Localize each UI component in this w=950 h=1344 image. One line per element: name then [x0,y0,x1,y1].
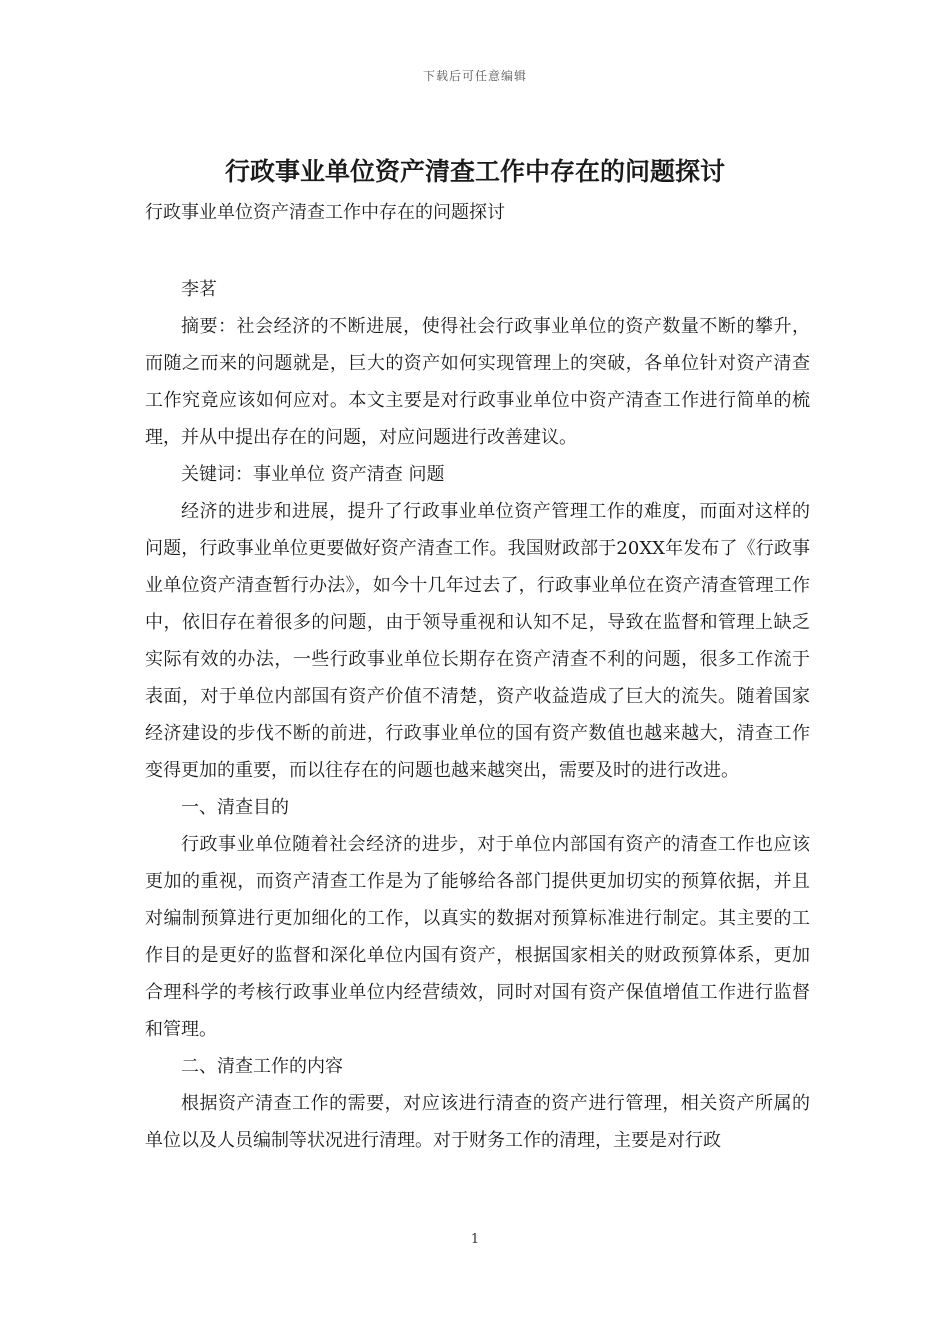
abstract-paragraph: 摘要：社会经济的不断进展，使得社会行政事业单位的资产数量不断的攀升，而随之而来的问题就是，巨大的资产如何实现管理上的突破，各单位针对资产清查工作究竟应该如何应对。本文主要是对行政事业单位中资产清查工作进行简单的梳理，并从中提出存在的问题，对应问题进行改善建议。 [145,316,810,448]
section-heading-2: 二、清查工作的内容 [181,1056,343,1077]
header-note: 下载后可任意编辑 [422,69,527,83]
page-number: 1 [470,1232,480,1247]
section-1-paragraph: 行政事业单位随着社会经济的进步，对于单位内部国有资产的清查工作也应该更加的重视，而资产清查工作是为了能够给各部门提供更加切实的预算依据，并且对编制预算进行更加细化的工作，以真实的数据对预算标准进行制定。其主要的工作目的是更好的监督和深化单位内国有资产，根据国家相关的财政预算体系，更加合理科学的考核行政事业单位内经营绩效，同时对国有资产保值增值工作进行监督和管理。 [145,834,810,1040]
section-2-paragraph: 根据资产清查工作的需要，对应该进行清查的资产进行管理，相关资产所属的单位以及人员编制等状况进行清理。对于财务工作的清理，主要是对行政 [145,1093,810,1151]
document-body [145,271,810,1159]
document-title: 行政事业单位资产清查工作中存在的问题探讨 [224,157,725,186]
document-subtitle: 行政事业单位资产清查工作中存在的问题探讨 [145,202,505,223]
author-line: 李茗 [181,279,217,300]
intro-paragraph: 经济的进步和进展，提升了行政事业单位资产管理工作的难度，而面对这样的问题，行政事业单位更要做好资产清查工作。我国财政部于20XX年发布了《行政事业单位资产清查暂行办法》，如今十几年过去了，行政事业单位在资产清查管理工作中，依旧存在着很多的问题，由于领导重视和认知不足，导致在监督和管理上缺乏实际有效的办法，一些行政事业单位长期存在资产清查不利的问题，很多工作流于表面，对于单位内部国有资产价值不清楚，资产收益造成了巨大的流失。随着国家经济建设的步伐不断的前进，行政事业单位的国有资产数值也越来越大，清查工作变得更加的重要，而以往存在的问题也越来越突出，需要及时的进行改进。 [145,501,810,781]
section-heading-1: 一、清查目的 [181,797,289,818]
keywords-line: 关键词：事业单位 资产清查 问题 [181,464,445,485]
